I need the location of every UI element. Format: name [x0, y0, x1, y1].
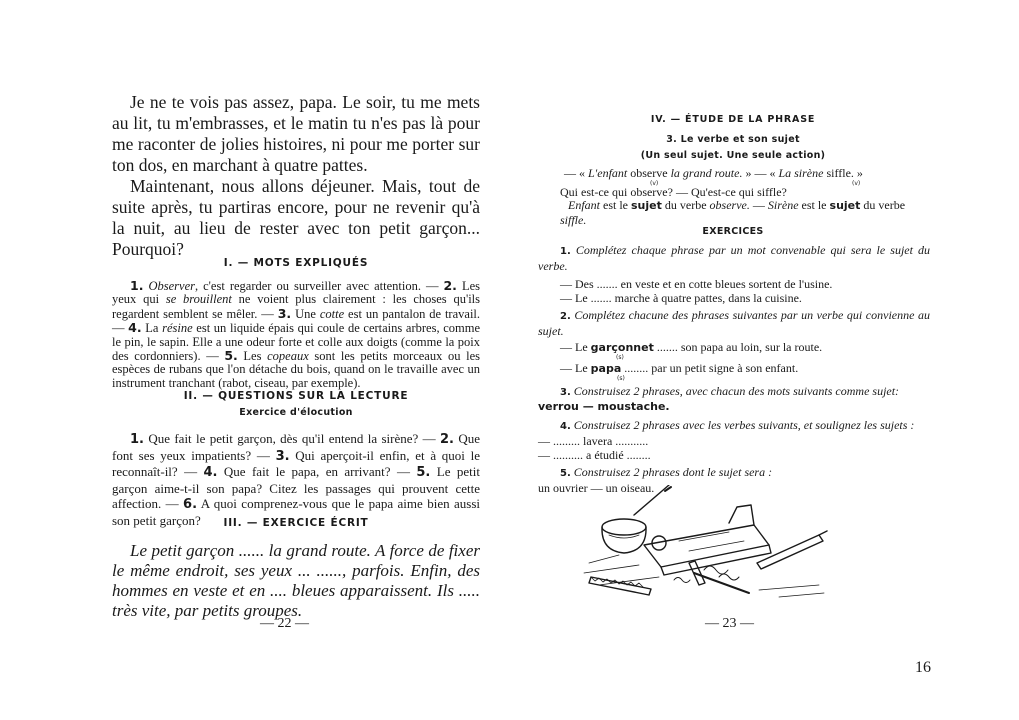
answer-line [560, 198, 930, 227]
corner-page-number: 16 [915, 659, 931, 676]
verb-marks [560, 180, 930, 188]
answer-subject: Enfant [568, 198, 600, 212]
item-number: 2. [443, 278, 457, 293]
section-2-questions [112, 431, 480, 528]
question-text: Que font ses yeux impatients? — [112, 431, 480, 463]
exercise-number: 2. [560, 311, 571, 322]
definition-text: sont les petits morceaux ou les espèces de rubans que l'on détache du bois, quand on le travaille avec un instrument tranchant (rabot, ciseau, par exemple). [112, 349, 480, 390]
exercise-1-instruction [538, 243, 930, 273]
exercise-5-words: un ouvrier — un oiseau. [538, 481, 655, 495]
exercise-1-line-2: — Le ....... marche à quatre pattes, dans la cuisine. [560, 291, 802, 305]
answer-text: du verbe [860, 198, 906, 212]
exercise-2-line-2 [538, 361, 930, 376]
intro-paragraph-1: Je ne te vois pas assez, papa. Le soir, tu me mets au lit, tu m'embrasses, et le matin tu n'es pas là pour me raconter de jolies histoires, ni pour me porter sur ton dos, en marchant à quatre pattes. [112, 92, 480, 175]
exercise-3-instruction [538, 384, 930, 400]
lesson-title: 3. Le verbe et son sujet [666, 134, 800, 145]
section-1-title: I. — MOTS EXPLIQUÉS [223, 257, 369, 269]
definition-text: Les [237, 349, 268, 364]
exercise-number: 4. [560, 421, 571, 432]
question-text: Le petit garçon aime-t-il son papa? Citez les passages qui prouvent cette affection. — [112, 464, 481, 511]
section-1-text [112, 279, 480, 390]
answer-keyword: sujet [829, 199, 861, 212]
exercise-number: 5. [560, 468, 571, 479]
tools-illustration [579, 485, 829, 605]
object-text: la grand route. [670, 166, 743, 180]
line-prefix: — Le [560, 361, 591, 375]
subject-enfant: L'enfant [588, 166, 628, 180]
item-number: 5. [224, 348, 238, 364]
subject-mark: (s) [617, 375, 625, 382]
exercise-number: 1. [560, 246, 571, 257]
section-2-subtitle: Exercice d'élocution [239, 407, 353, 418]
definition-text: La [141, 321, 163, 336]
question-number: 3. [275, 448, 290, 464]
verb-observe: observe [627, 166, 671, 180]
section-3-exercise-text: Le petit garçon ...... la grand route. A force de fixer le même endroit, ses yeux ... ......, parfois. Enfin, des hommes en veste et en .... bleues apparaissent. Ils ..... très vite, par petits groupes. [112, 541, 480, 620]
line-rest: ....... son papa au loin, sur la route. [653, 340, 823, 354]
item-number: 3. [277, 305, 292, 321]
item-number: 4. [128, 320, 142, 336]
example-sentence [560, 166, 930, 180]
subject-mark: (s) [616, 354, 624, 361]
exercise-1-line-1: — Des ....... en veste et en cotte bleues sortent de l'usine. [560, 277, 833, 291]
intro-text [112, 92, 480, 260]
answer-verb: observe. [709, 198, 750, 212]
definition-text: est un liquide épais qui coule de certains arbres, comme le pin, le sapin. Elle a une odeur forte et colle aux doigts (comme la poix des cordonniers). — [112, 321, 481, 364]
exercise-4-line-2: — .......... a étudié ........ [538, 448, 651, 462]
subject-mark-row [538, 355, 930, 361]
verb-mark: (v) [852, 180, 861, 187]
definition-text: ne voient plus clairement : les choses qu'ils regardent semblent se mêler. — [112, 292, 481, 321]
question-text: Que fait le papa, en arrivant? — [217, 464, 417, 479]
verb-siffle: siffle. » [823, 166, 863, 180]
term-copeaux: copeaux [267, 349, 309, 364]
question-text: A quoi comprenez-vous que le papa aime bien aussi son petit garçon? [112, 496, 480, 528]
verb-mark: (v) [650, 180, 659, 187]
definition-text: Les yeux qui [112, 279, 480, 307]
term-se-brouillent: se brouillent [165, 292, 232, 307]
line-rest: ........ par un petit signe à son enfant. [621, 361, 799, 375]
exercise-instruction: Complétez chaque phrase par un mot convenable qui sera le sujet du verbe. [538, 243, 930, 273]
question-line: Qui est-ce qui observe? — Qu'est-ce qui siffle? [560, 185, 787, 199]
definition-text: est un pantalon de travail. — [112, 306, 481, 336]
quote-open: — « [564, 166, 588, 180]
example-block [560, 166, 930, 227]
exercise-5-instruction [538, 465, 930, 481]
question-text: Que fait le petit garçon, dès qu'il entend la sirène? — [143, 431, 440, 446]
definition-text: , c'est regarder ou surveiller avec attention. — [194, 279, 444, 293]
section-3-title: III. — EXERCICE ÉCRIT [223, 517, 369, 529]
exercise-2-instruction [538, 308, 930, 338]
right-page [509, 0, 1019, 720]
question-number: 5. [416, 465, 431, 480]
section-2-title: II. — QUESTIONS SUR LA LECTURE [183, 390, 409, 402]
answer-subject: Sirène [767, 198, 799, 212]
exercices-title: EXERCICES [702, 226, 764, 237]
subject-sirene: La sirène [778, 166, 824, 180]
left-page [0, 0, 509, 720]
exercise-2-line-1 [538, 340, 930, 355]
exercise-4-line-1: — ......... lavera ........... [538, 434, 649, 448]
subject-garconnet: garçonnet [590, 341, 654, 354]
exercise-3-words: verrou — moustache. [538, 400, 670, 413]
subject-papa: papa [590, 362, 622, 375]
answer-text: du verbe [661, 198, 710, 212]
exercise-4-instruction [538, 418, 930, 434]
definition-text: Une [291, 306, 320, 321]
question-text: Qui aperçoit-il enfin, et à quoi le reconnaît-il? — [112, 447, 480, 479]
section-4-title: IV. — ÉTUDE DE LA PHRASE [650, 114, 816, 125]
page-number-right: — 23 — [705, 616, 754, 631]
term-observer: Observer [148, 279, 195, 293]
exercise-instruction: Construisez 2 phrases dont le sujet sera : [570, 465, 773, 479]
exercise-number: 3. [560, 387, 571, 398]
subject-mark-row [538, 376, 930, 382]
question-number: 2. [440, 432, 454, 447]
question-number: 6. [183, 497, 198, 512]
exercise-instruction: Complétez chacune des phrases suivantes par un verbe qui convienne au sujet. [538, 308, 930, 338]
answer-text: est le [600, 198, 631, 212]
item-number: 1. [130, 278, 144, 293]
answer-text: est le [798, 198, 830, 212]
line-prefix: — Le [560, 340, 591, 354]
term-resine: résine [162, 321, 193, 336]
answer-verb: siffle. [560, 213, 587, 227]
question-number: 4. [203, 465, 218, 480]
exercises-block [538, 243, 930, 495]
page-number-left: — 22 — [260, 616, 309, 631]
intro-paragraph-2: Maintenant, nous allons déjeuner. Mais, tout de suite après, tu partiras encore, pour ne revenir qu'à la nuit, au lieu de rester avec ton petit garçon... Pourquoi? [112, 176, 480, 259]
answer-text: — [749, 198, 768, 212]
lesson-subtitle: (Un seul sujet. Une seule action) [640, 150, 826, 161]
term-cotte: cotte [319, 306, 345, 321]
quote-separator: » — « [742, 166, 779, 180]
answer-keyword: sujet [631, 199, 662, 212]
exercise-instruction: Construisez 2 phrases, avec chacun des mots suivants comme sujet: [570, 384, 900, 398]
exercise-instruction: Construisez 2 phrases avec les verbes suivants, et soulignez les sujets : [570, 418, 915, 432]
question-number: 1. [130, 432, 144, 447]
